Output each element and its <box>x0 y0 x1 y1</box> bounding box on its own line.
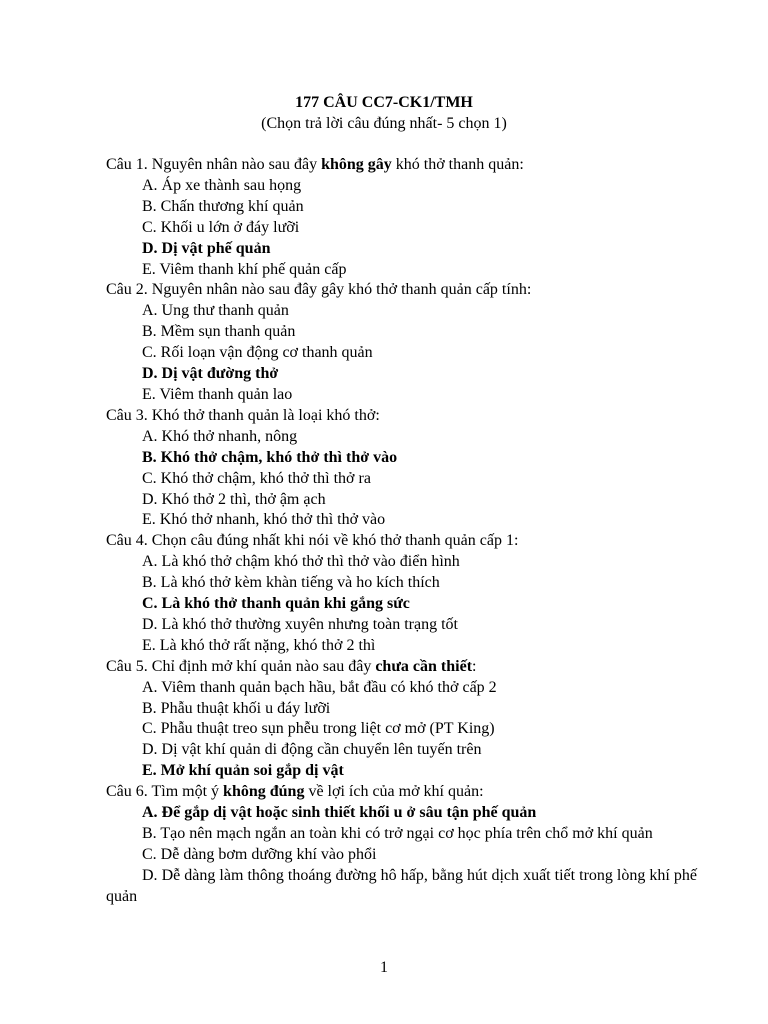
question-stem-emphasis: không gây <box>321 156 392 173</box>
answer-option: A. Khó thở nhanh, nông <box>142 427 298 445</box>
answer-option: D. Dị vật khí quản di động cần chuyển lên tuyến trên <box>142 741 482 759</box>
question-stem <box>106 155 697 176</box>
question-stem-emphasis: chưa cần thiết <box>375 657 473 675</box>
answer-option-correct: D. Dị vật đường thở <box>142 365 279 383</box>
answer-option: D. Là khó thở thường xuyên nhưng toàn trạng tốt <box>142 615 458 633</box>
answer-option: B. Phẫu thuật khối u đáy lưỡi <box>142 699 331 717</box>
answer-option: B. Chấn thương khí quản <box>142 197 304 215</box>
answer-option: E. Khó thở nhanh, khó thở thì thở vào <box>142 511 386 529</box>
question-stem <box>106 531 697 552</box>
question-stem <box>106 406 697 427</box>
answer-option-correct: D. Dị vật phế quản <box>142 239 271 257</box>
answer-option: C. Dễ dàng bơm dưỡng khí vào phổi <box>142 845 377 863</box>
question-stem-text: Câu 1. Nguyên nhân nào sau đây <box>106 156 322 173</box>
answer-option: C. Khó thở chậm, khó thở thì thở ra <box>142 469 371 487</box>
answer-option: C. Phẫu thuật treo sụn phễu trong liệt cơ mở (PT King) <box>142 720 495 738</box>
answer-option: E. Viêm thanh quản lao <box>142 385 293 403</box>
question-stem-text-end: : <box>472 657 477 675</box>
question-stem <box>106 782 697 803</box>
answer-option: B. Mềm sụn thanh quản <box>142 323 296 341</box>
question-list <box>106 155 697 908</box>
answer-option: B. Là khó thở kèm khàn tiếng và ho kích thích <box>142 574 440 592</box>
question-4 <box>106 531 697 656</box>
answer-option: A. Viêm thanh quản bạch hầu, bắt đầu có khó thở cấp 2 <box>142 678 497 696</box>
answer-option: D. Dễ dàng làm thông thoáng đường hô hấp, bằng hút dịch xuất tiết trong lòng khí phế quản <box>106 866 697 905</box>
answer-option: B. Tạo nên mạch ngắn an toàn khi có trở ngại cơ học phía trên chổ mở khí quản <box>142 825 653 842</box>
answer-option: C. Rối loạn vận động cơ thanh quản <box>142 344 373 362</box>
document-subtitle: (Chọn trả lời câu đúng nhất- 5 chọn 1) <box>261 115 507 132</box>
question-stem-text-end: về lợi ích của mở khí quản: <box>304 783 484 801</box>
question-stem-text-end: khó thở thanh quản: <box>391 156 524 173</box>
question-stem <box>106 657 697 678</box>
answer-option: E. Viêm thanh khí phế quản cấp <box>142 260 347 278</box>
question-stem-text: Câu 5. Chỉ định mở khí quản nào sau đây <box>106 657 376 675</box>
answer-option: E. Là khó thở rất nặng, khó thở 2 thì <box>142 636 376 654</box>
question-stem-emphasis: không đúng <box>223 783 305 801</box>
answer-option-correct: E. Mở khí quản soi gắp dị vật <box>142 762 344 780</box>
answer-option: C. Khối u lớn ở đáy lưỡi <box>142 218 300 236</box>
question-stem-text: Câu 6. Tìm một ý <box>106 783 224 801</box>
answer-option: D. Khó thở 2 thì, thở ậm ạch <box>142 490 326 508</box>
answer-option: A. Áp xe thành sau họng <box>142 176 302 194</box>
question-stem-text: Câu 3. Khó thở thanh quản là loại khó thở: <box>106 406 380 424</box>
page-number: 1 <box>380 959 388 976</box>
answer-option: A. Là khó thở chậm khó thở thì thở vào điển hình <box>142 553 460 571</box>
question-stem-text: Câu 2. Nguyên nhân nào sau đây gây khó thở thanh quản cấp tính: <box>106 281 532 299</box>
answer-option-correct: B. Khó thở chậm, khó thở thì thở vào <box>142 448 398 466</box>
question-2 <box>106 280 697 405</box>
question-5 <box>106 657 697 782</box>
document-title: 177 CÂU CC7-CK1/TMH <box>295 94 473 111</box>
question-stem <box>106 280 697 301</box>
question-stem-text: Câu 4. Chọn câu đúng nhất khi nói về khó thở thanh quản cấp 1: <box>106 532 519 550</box>
question-1 <box>106 155 697 280</box>
answer-option-correct: C. Là khó thở thanh quản khi gắng sức <box>142 595 410 613</box>
question-3 <box>106 406 697 531</box>
answer-option: A. Ung thư thanh quản <box>142 302 289 320</box>
answer-option-correct: A. Để gắp dị vật hoặc sinh thiết khối u ở sâu tận phế quản <box>142 804 537 822</box>
question-6 <box>106 782 697 907</box>
